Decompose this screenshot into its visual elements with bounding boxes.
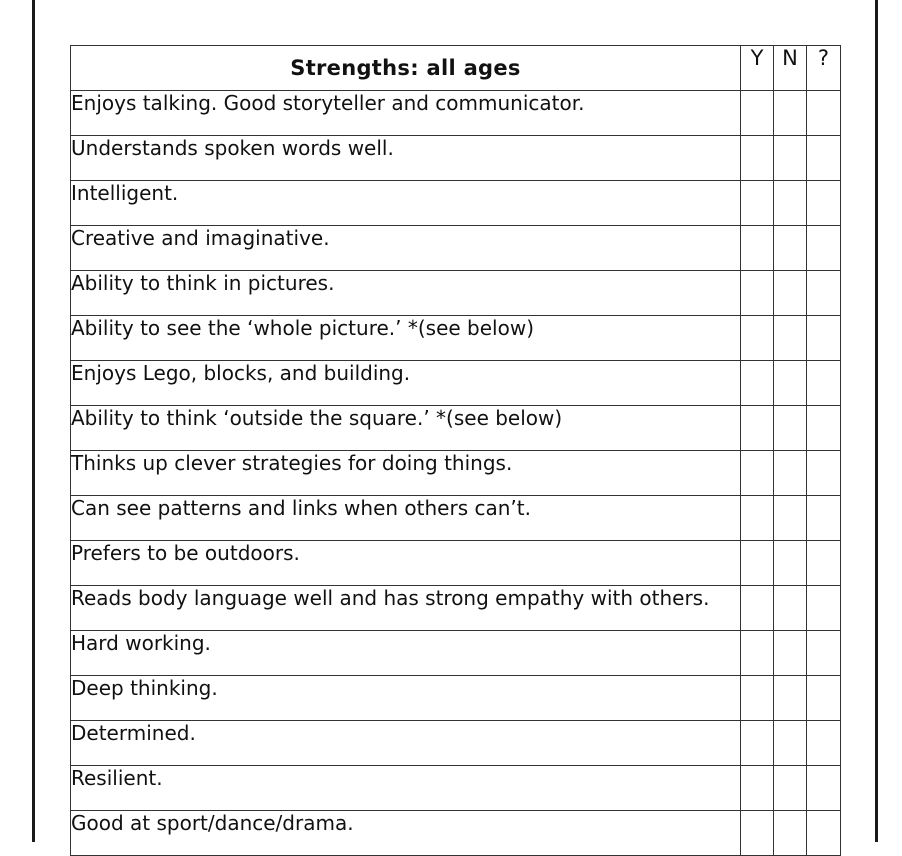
strength-item-label: Determined.: [71, 721, 741, 766]
table-row: [71, 586, 841, 631]
check-cell-unsure[interactable]: [807, 271, 841, 316]
table-row: [71, 676, 841, 721]
check-cell-unsure[interactable]: [807, 451, 841, 496]
table-row: [71, 136, 841, 181]
table-row: [71, 271, 841, 316]
check-cell-yes[interactable]: [741, 181, 774, 226]
check-cell-no[interactable]: [774, 226, 807, 271]
check-cell-yes[interactable]: [741, 586, 774, 631]
strength-item-label: Prefers to be outdoors.: [71, 541, 741, 586]
table-row: [71, 226, 841, 271]
check-cell-unsure[interactable]: [807, 811, 841, 856]
check-cell-unsure[interactable]: [807, 586, 841, 631]
page-border-left: [32, 0, 35, 842]
check-cell-no[interactable]: [774, 271, 807, 316]
check-cell-yes[interactable]: [741, 406, 774, 451]
check-cell-no[interactable]: [774, 721, 807, 766]
check-cell-yes[interactable]: [741, 451, 774, 496]
check-cell-no[interactable]: [774, 406, 807, 451]
strength-item-label: Can see patterns and links when others can’t.: [71, 496, 741, 541]
check-cell-yes[interactable]: [741, 676, 774, 721]
strength-item-label: Creative and imaginative.: [71, 226, 741, 271]
check-cell-no[interactable]: [774, 361, 807, 406]
check-cell-yes[interactable]: [741, 811, 774, 856]
table-row: [71, 811, 841, 856]
table-row: [71, 361, 841, 406]
check-cell-yes[interactable]: [741, 136, 774, 181]
check-cell-unsure[interactable]: [807, 136, 841, 181]
check-cell-no[interactable]: [774, 811, 807, 856]
check-cell-no[interactable]: [774, 676, 807, 721]
table-row: [71, 631, 841, 676]
strength-item-label: Reads body language well and has strong empathy with others.: [71, 586, 741, 631]
strength-item-label: Ability to see the ‘whole picture.’ *(see below): [71, 316, 741, 361]
table-row: [71, 541, 841, 586]
table-row: [71, 406, 841, 451]
strength-item-label: Understands spoken words well.: [71, 136, 741, 181]
strength-item-label: Resilient.: [71, 766, 741, 811]
table-row: [71, 91, 841, 136]
check-cell-unsure[interactable]: [807, 766, 841, 811]
check-cell-unsure[interactable]: [807, 676, 841, 721]
check-cell-yes[interactable]: [741, 361, 774, 406]
table-row: [71, 721, 841, 766]
check-cell-yes[interactable]: [741, 226, 774, 271]
table-row: [71, 766, 841, 811]
table-row: [71, 451, 841, 496]
page-border-right: [875, 0, 878, 842]
check-cell-yes[interactable]: [741, 766, 774, 811]
strength-item-label: Thinks up clever strategies for doing things.: [71, 451, 741, 496]
strength-item-label: Ability to think ‘outside the square.’ *(see below): [71, 406, 741, 451]
check-cell-unsure[interactable]: [807, 91, 841, 136]
column-header-no: N: [774, 46, 807, 91]
check-cell-unsure[interactable]: [807, 721, 841, 766]
check-cell-no[interactable]: [774, 316, 807, 361]
check-cell-no[interactable]: [774, 496, 807, 541]
check-cell-no[interactable]: [774, 586, 807, 631]
check-cell-unsure[interactable]: [807, 406, 841, 451]
check-cell-no[interactable]: [774, 181, 807, 226]
check-cell-yes[interactable]: [741, 721, 774, 766]
check-cell-no[interactable]: [774, 766, 807, 811]
check-cell-no[interactable]: [774, 91, 807, 136]
check-cell-yes[interactable]: [741, 91, 774, 136]
check-cell-no[interactable]: [774, 451, 807, 496]
check-cell-unsure[interactable]: [807, 631, 841, 676]
check-cell-unsure[interactable]: [807, 226, 841, 271]
table-row: [71, 316, 841, 361]
table-body: [71, 91, 841, 856]
strength-item-label: Ability to think in pictures.: [71, 271, 741, 316]
column-header-unsure: ?: [807, 46, 841, 91]
check-cell-unsure[interactable]: [807, 361, 841, 406]
check-cell-unsure[interactable]: [807, 541, 841, 586]
strength-item-label: Hard working.: [71, 631, 741, 676]
check-cell-unsure[interactable]: [807, 181, 841, 226]
strengths-checklist-table: [70, 45, 841, 856]
check-cell-yes[interactable]: [741, 631, 774, 676]
table-row: [71, 181, 841, 226]
strength-item-label: Enjoys Lego, blocks, and building.: [71, 361, 741, 406]
check-cell-yes[interactable]: [741, 316, 774, 361]
check-cell-yes[interactable]: [741, 541, 774, 586]
check-cell-no[interactable]: [774, 136, 807, 181]
check-cell-no[interactable]: [774, 631, 807, 676]
check-cell-yes[interactable]: [741, 496, 774, 541]
table-header-row: [71, 46, 841, 91]
check-cell-yes[interactable]: [741, 271, 774, 316]
strength-item-label: Good at sport/dance/drama.: [71, 811, 741, 856]
strength-item-label: Intelligent.: [71, 181, 741, 226]
strength-item-label: Enjoys talking. Good storyteller and communicator.: [71, 91, 741, 136]
table-title: Strengths: all ages: [71, 46, 741, 91]
check-cell-unsure[interactable]: [807, 316, 841, 361]
column-header-yes: Y: [741, 46, 774, 91]
check-cell-no[interactable]: [774, 541, 807, 586]
check-cell-unsure[interactable]: [807, 496, 841, 541]
strength-item-label: Deep thinking.: [71, 676, 741, 721]
table-row: [71, 496, 841, 541]
